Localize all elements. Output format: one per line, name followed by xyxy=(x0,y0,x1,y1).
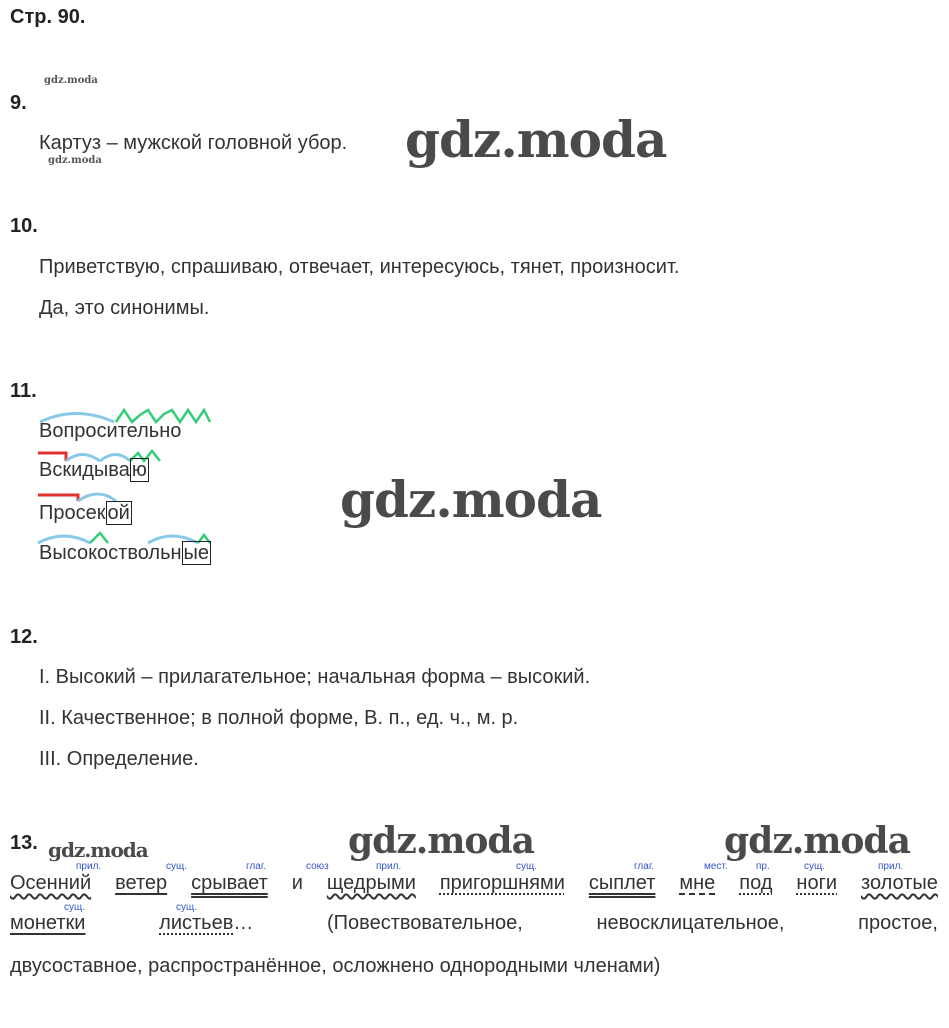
exercise-13-line2 xyxy=(10,912,938,935)
sentence-word: и xyxy=(291,872,303,894)
sentence-word: ноги xyxy=(796,872,838,894)
word-stem: Высокоствольн xyxy=(39,542,182,564)
exercise-13-number: 13. xyxy=(10,832,38,854)
exercise-11-word4 xyxy=(39,542,211,565)
sentence-word: щедрыми xyxy=(326,872,416,894)
pos-tag: сущ. xyxy=(516,861,538,872)
ending-box: ой xyxy=(107,502,130,524)
pos-tag: прил. xyxy=(76,861,102,872)
pos-tag: мест. xyxy=(704,861,728,872)
sentence-word: мне xyxy=(679,872,716,894)
sentence-word: ветер xyxy=(115,872,168,894)
sentence-word-group xyxy=(159,912,253,935)
word-stem: Вскидыва xyxy=(39,459,130,481)
word-stem: Просек xyxy=(39,502,106,524)
watermark-logo: gdz.moda xyxy=(340,470,602,529)
sentence-word: срывает xyxy=(191,872,268,894)
exercise-12-line1: I. Высокий – прилагательное; начальная форма – высокий. xyxy=(39,666,591,688)
sentence-word: под xyxy=(739,872,773,894)
exercise-10-line1: Приветствую, спрашиваю, отвечает, интересуюсь, тянет, произносит. xyxy=(39,256,680,278)
exercise-12-line2: II. Качественное; в полной форме, В. п., ед. ч., м. р. xyxy=(39,707,519,729)
root-arc-mark xyxy=(78,494,116,501)
exercise-13-line1 xyxy=(10,872,938,895)
exercise-12-number: 12. xyxy=(10,626,38,648)
pos-tag: сущ. xyxy=(64,902,86,913)
ending-box: ю xyxy=(131,459,147,481)
pos-tag: сущ. xyxy=(166,861,188,872)
page-title: Стр. 90. xyxy=(10,6,86,28)
pos-tag: сущ. xyxy=(804,861,826,872)
watermark-logo: gdz.moda xyxy=(724,820,910,862)
pos-tag: глаг. xyxy=(246,861,267,872)
exercise-11-number: 11. xyxy=(10,380,37,402)
prefix-mark xyxy=(38,495,78,501)
exercise-11-word3 xyxy=(39,502,132,525)
exercise-9-text: Картуз – мужской головной убор. xyxy=(39,132,348,154)
watermark-logo: gdz.moda xyxy=(405,110,667,169)
exercise-13-line3: двусоставное, распространённое, осложнено однородными членами) xyxy=(10,955,661,977)
ellipsis: … xyxy=(233,912,254,934)
exercise-10-number: 10. xyxy=(10,215,38,237)
sentence-word: пригоршнями xyxy=(439,872,565,894)
pos-tag: прил. xyxy=(878,861,904,872)
sentence-char: простое, xyxy=(858,912,938,934)
watermark-small: gdz.moda xyxy=(48,155,102,166)
ending-box: ые xyxy=(183,542,210,564)
pos-tag: пр. xyxy=(756,861,770,872)
pos-tag: сущ. xyxy=(176,902,198,913)
sentence-word: золотые xyxy=(861,872,938,894)
exercise-11-word2 xyxy=(39,459,149,482)
exercise-9-number: 9. xyxy=(10,92,27,114)
watermark-logo: gdz.moda xyxy=(348,820,534,862)
exercise-11-word1: Вопросительно xyxy=(39,420,182,442)
pos-tag: союз xyxy=(306,861,329,872)
sentence-word: Осенний xyxy=(10,872,92,894)
exercise-12-line3: III. Определение. xyxy=(39,748,199,770)
sentence-word: монетки xyxy=(10,912,86,934)
watermark-logo: gdz.moda xyxy=(48,838,148,862)
exercise-10-line2: Да, это синонимы. xyxy=(39,297,210,319)
pos-tag: прил. xyxy=(376,861,402,872)
sentence-char: (Повествовательное, xyxy=(327,912,523,934)
pos-tag: глаг. xyxy=(634,861,655,872)
watermark-small: gdz.moda xyxy=(44,75,98,86)
sentence-word: сыплет xyxy=(588,872,656,894)
sentence-char: невосклицательное, xyxy=(596,912,785,934)
sentence-word: листьев xyxy=(159,912,234,934)
